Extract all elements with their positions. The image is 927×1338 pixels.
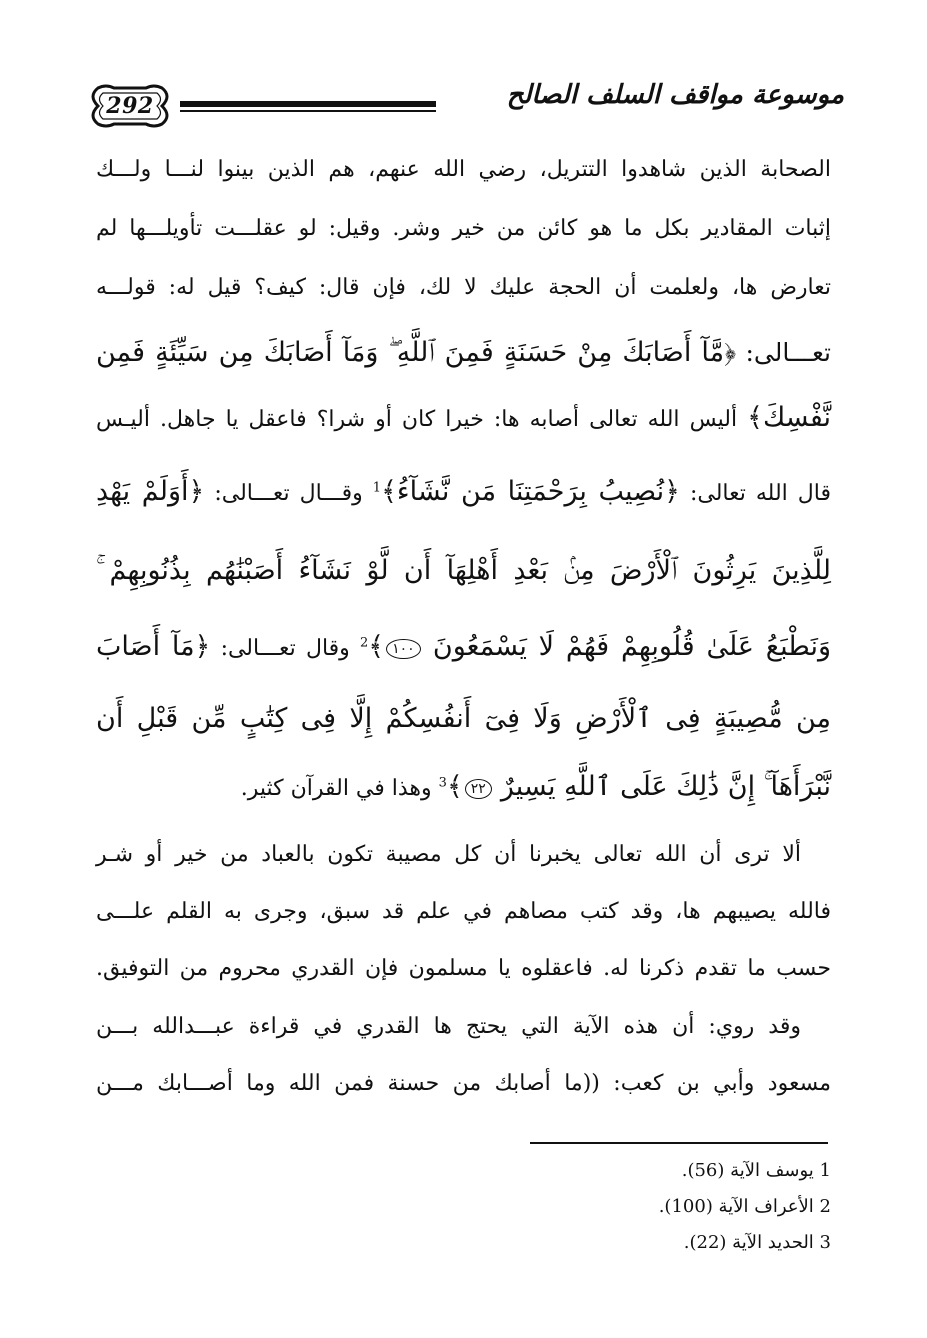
text-segment: وقال تعـــالى: [220,636,350,661]
footnote-text: الأعراف الآية (100). [658,1196,814,1217]
text-segment: وقـــال تعـــالى: [214,481,363,506]
text-line [96,538,831,604]
footnote-ref: 2 [360,635,369,651]
footnote-text: الحديد الآية (22). [683,1232,814,1253]
text-segment: أليس الله تعالى أصابه ها: خيرا كان أو شرا؟ فاعقل يا جاهل. أليـس [96,407,738,432]
text-segment: وهذا في القرآن كثير. [240,776,432,801]
header-rule [180,101,436,113]
text-line: وقد روي: أن هذه الآية التي يحتج ها القدري في قراءة عبـــدالله بـــن [96,1014,801,1039]
footnote-text: يوسف الآية (56). [681,1160,814,1181]
page-number-badge [84,82,176,130]
text-line [96,462,831,522]
quran-verse: ﴿مَآ أَصَابَ [96,631,211,662]
text-line: تعارض ها، ولعلمت أن الحجة عليك لا لك، فإن قال: كيف؟ قيل له: قولـــه [96,275,831,300]
quran-verse: ﴿مَّآ أَصَابَكَ مِنْ حَسَنَةٍ فَمِنَ ٱللَّهِ ۖ وَمَآ أَصَابَكَ مِن سَيِّئَةٍ فَمِن [96,337,737,368]
quran-verse: نَّبْرَأَهَآ ۚ إِنَّ ذَٰلِكَ عَلَى ٱللَّهِ يَسِيرٌ [500,771,831,802]
text-segment: تعـــالى: [745,338,831,367]
text-line: فالله يصيبهم ها، وقد كتب مصاهم في علم قد سبق، وجرى به القلم علـــى [96,899,831,924]
text-line [96,614,831,680]
quran-verse: ﴿نُصِيبُ بِرَحْمَتِنَا مَن نَّشَآءُ﴾ [381,476,680,507]
footnote-number: 1 [819,1160,831,1181]
text-line: حسب ما تقدم ذكرنا له. فاعقلوه يا مسلمون فإن القدري محروم من التوفيق. [96,956,831,981]
quran-close-bracket: ﴾ [368,631,385,662]
footnote-item [431,1156,831,1186]
quran-verse: ﴿أَوَلَمْ يَهْدِ [96,476,205,507]
text-line: ألا ترى أن الله تعالى يخبرنا أن كل مصيبة تكون بالعباد من خير أو شـر [96,842,801,867]
text-line [96,686,831,752]
footnote-item [431,1228,831,1258]
text-line [96,754,831,820]
page-header [84,74,844,134]
text-line: إثبات المقادير بكل ما هو كائن من خير وشر. وقيل: لو عقلـــت تأويلـــها لم [96,216,831,241]
footnote-ref: 1 [372,480,382,496]
ayah-number-icon: ١٠٠ [386,639,421,659]
quran-verse: وَنَطْبَعُ عَلَىٰ قُلُوبِهِمْ فَهُمْ لَا يَسْمَعُونَ [432,631,832,662]
footnote-ref: 3 [438,775,447,791]
text-segment: قال الله تعالى: [689,481,831,506]
text-line: مسعود وأبي بن كعب: ((ما أصابك من حسنة فمن الله وما أصـــابك مـــن [96,1071,831,1096]
footnote-number: 3 [819,1232,831,1253]
page-number: 292 [106,93,154,119]
text-line [96,320,831,386]
quran-verse: نَّفْسِكَ﴾ [747,402,831,433]
ayah-number-icon: ٢٢ [465,779,492,799]
quran-verse: لِلَّذِينَ يَرِثُونَ ٱلْأَرْضَ مِنۢ بَعْدِ أَهْلِهَآ أَن لَّوْ نَشَآءُ أَصَبْنَٰهُم بِذُنُوبِهِمْ ۚ [96,555,831,586]
footnote-item [431,1192,831,1222]
text-line [96,388,831,448]
quran-close-bracket: ﴾ [446,771,463,802]
series-title: موسوعة مواقف السلف الصالح [506,80,844,110]
footnote-number: 2 [819,1196,831,1217]
footnote-separator [530,1142,828,1144]
quran-verse: مِن مُّصِيبَةٍ فِى ٱلْأَرْضِ وَلَا فِىٓ أَنفُسِكُمْ إِلَّا فِى كِتَٰبٍ مِّن قَبْلِ أَن [96,703,831,734]
text-line: الصحابة الذين شاهدوا التتريل، رضي الله عنهم، هم الذين بينوا لنـــا ولـــك [96,157,831,182]
